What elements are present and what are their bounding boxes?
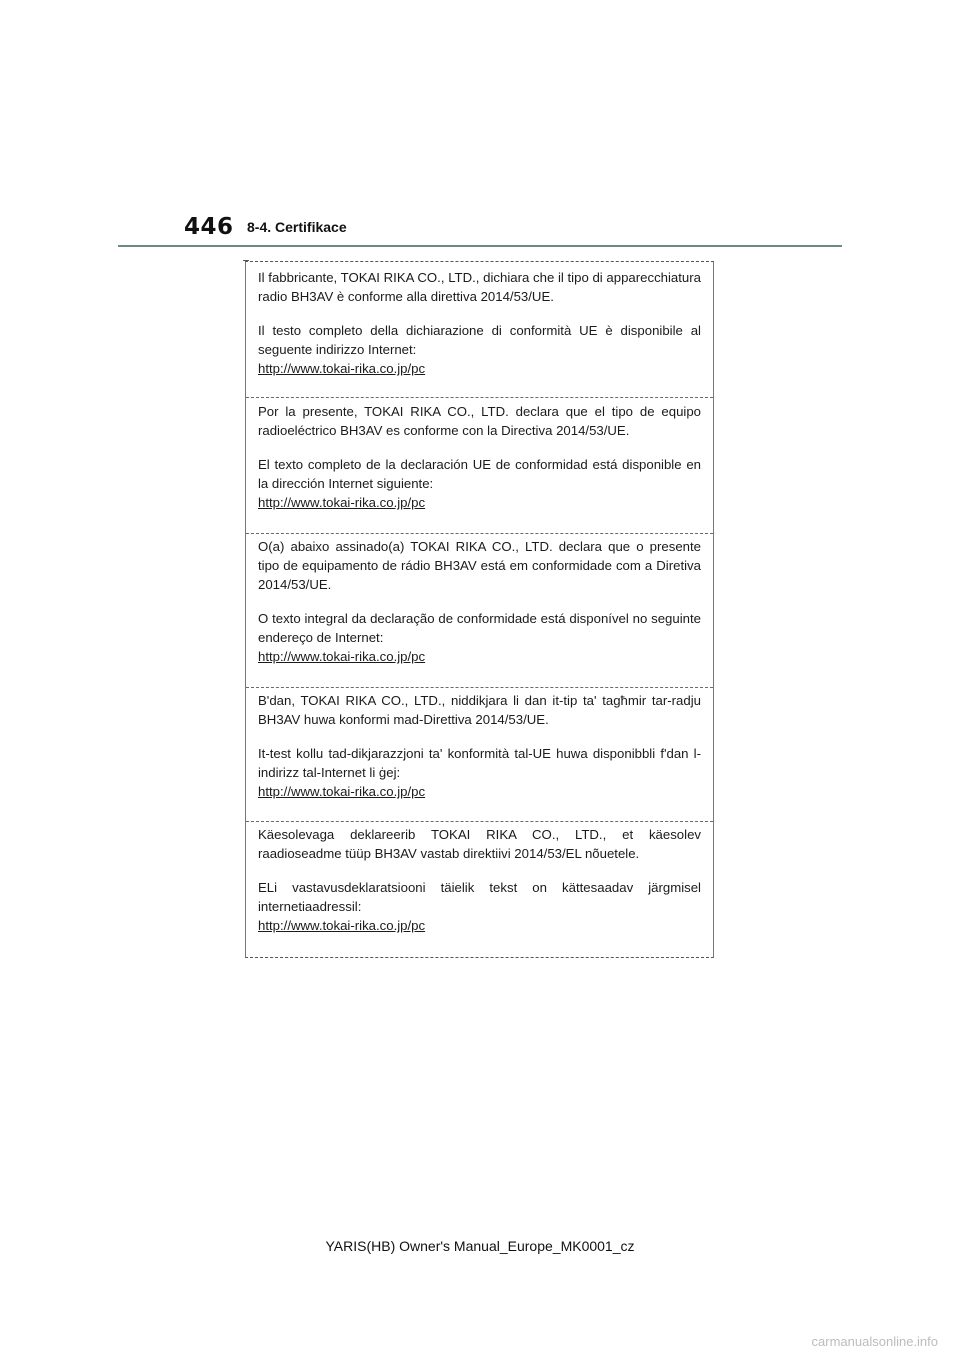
declaration-url-link[interactable]: http://www.tokai-rika.co.jp/pc [258,495,426,510]
declaration-availability: Il testo completo della dichiarazione di conformità UE è disponibile al seguente indirizzo Internet: [258,323,701,357]
declaration-statement: Käesolevaga deklareerib TOKAI RIKA CO., LTD., et käesolev raadioseadme tüüp BH3AV vastab direktiivi 2014/53/EL nõuetele. [258,827,701,861]
declaration-maltese [246,691,713,801]
declaration-url-link[interactable]: http://www.tokai-rika.co.jp/pc [258,649,426,664]
declaration-url-link[interactable]: http://www.tokai-rika.co.jp/pc [258,361,426,376]
section-divider [246,821,713,822]
declaration-url-link[interactable]: http://www.tokai-rika.co.jp/pc [258,918,426,933]
declaration-italian [246,268,713,378]
declaration-statement: Por la presente, TOKAI RIKA CO., LTD. declara que el tipo de equipo radioeléctrico BH3AV es conforme con la Directiva 2014/53/UE. [258,404,701,438]
section-divider [246,687,713,688]
page-number: 446 [184,214,234,240]
watermark: carmanualsonline.info [811,1334,938,1349]
declaration-url-link[interactable]: http://www.tokai-rika.co.jp/pc [258,784,426,799]
declaration-availability: It-test kollu tad-dikjarazzjoni ta' konformità tal-UE huwa disponibbli f'dan l-indirizz tal-Internet li ġej: [258,746,701,780]
declaration-availability: ELi vastavusdeklaratsiooni täielik tekst on kättesaadav järgmisel internetiaadressil: [258,880,701,914]
header-divider [118,245,842,247]
declaration-spanish [246,402,713,512]
declaration-statement: O(a) abaixo assinado(a) TOKAI RIKA CO., LTD. declara que o presente tipo de equipamento de rádio BH3AV está em conformidade com a Diretiva 2014/53/UE. [258,539,701,592]
declaration-portuguese [246,537,713,666]
declaration-scan-box [245,261,714,958]
section-title: 8-4. Certifikace [247,219,347,235]
declaration-statement: B'dan, TOKAI RIKA CO., LTD., niddikjara li dan it-tip ta' tagħmir tar-radju BH3AV huwa konformi mad-Direttiva 2014/53/UE. [258,693,701,727]
section-divider [246,533,713,534]
declaration-estonian [246,825,713,935]
footer-manual-id: YARIS(HB) Owner's Manual_Europe_MK0001_cz [325,1238,635,1254]
declaration-availability: El texto completo de la declaración UE de conformidad está disponible en la dirección Internet siguiente: [258,457,701,491]
section-divider [246,397,713,398]
declaration-availability: O texto integral da declaração de conformidade está disponível no seguinte endereço de Internet: [258,611,701,645]
declaration-statement: Il fabbricante, TOKAI RIKA CO., LTD., dichiara che il tipo di apparecchiatura radio BH3AV è conforme alla direttiva 2014/53/UE. [258,270,701,304]
